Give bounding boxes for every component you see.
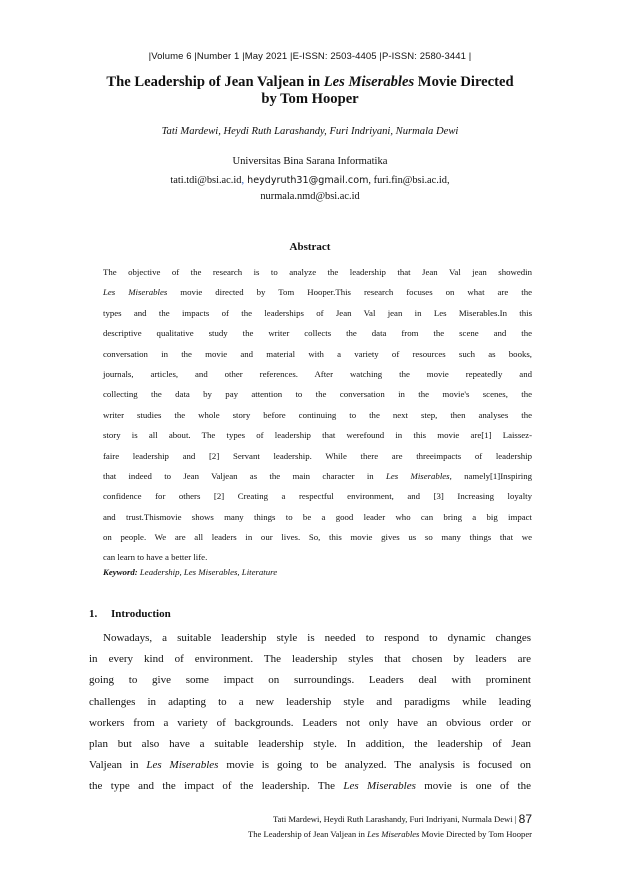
body-italic: Les Miserables bbox=[343, 780, 416, 793]
body-line: Nowadays, a suitable leadership style is needed to respond to dynamic changes bbox=[103, 632, 531, 644]
email-link[interactable]: nurmala.nmd@bsi.ac.id bbox=[260, 191, 360, 202]
author-list: Tati Mardewi, Heydi Ruth Larashandy, Furi Indriyani, Nurmala Dewi bbox=[161, 126, 459, 137]
keyword-label: Keyword: bbox=[103, 567, 138, 577]
abstract-line: confidence for others [2] Creating a respectful environment, and [3] Increasing loyalty bbox=[103, 491, 532, 502]
abstract-line: collecting the data by pay attention to the conversation in the movie's scenes, the bbox=[103, 389, 532, 400]
abstract-text: , namely[1]Inspiring bbox=[449, 470, 532, 481]
abstract-line: story is all about. The types of leadership that werefound in this movie are[1] Laissez- bbox=[103, 430, 532, 441]
abstract-text: that indeed to Jean Valjean as the main character in bbox=[103, 470, 386, 481]
introduction-body bbox=[89, 628, 531, 798]
body-line bbox=[89, 755, 531, 776]
title-text-2: Movie Directed bbox=[414, 74, 514, 90]
title-italic: Les Miserables bbox=[323, 74, 415, 90]
abstract-line: can learn to have a better life. bbox=[103, 552, 208, 563]
body-text: Valjean in bbox=[89, 759, 147, 772]
abstract-text: movie directed by Tom Hooper.This research focuses on what are the bbox=[167, 287, 532, 298]
abstract-italic: Les Miserables bbox=[385, 470, 450, 481]
paper-title bbox=[60, 74, 560, 108]
footer-title-2: Movie Directed by Tom Hooper bbox=[419, 829, 532, 839]
footer-title: The Leadership of Jean Valjean in bbox=[247, 829, 368, 839]
abstract-line bbox=[103, 466, 532, 486]
abstract-line bbox=[103, 282, 532, 302]
email-link[interactable]: tati.tdi@bsi.ac.id bbox=[170, 175, 242, 186]
body-italic: Les Miserables bbox=[146, 759, 219, 772]
body-line: going to give some impact on surroundings. Leaders deal with prominent bbox=[89, 674, 531, 687]
title-line-2: by Tom Hooper bbox=[261, 91, 359, 107]
abstract-line: faire leadership and [2] Servant leadership. While there are threeimpacts of leadership bbox=[103, 450, 532, 461]
body-line: workers from a variety of backgrounds. Leaders not only have an obvious order or bbox=[89, 716, 531, 729]
keyword-values: Leadership, Les Miserables, Literature bbox=[137, 567, 278, 577]
section-title: Introduction bbox=[111, 608, 171, 620]
abstract-body bbox=[103, 262, 532, 568]
abstract-line: conversation in the movie and material with a variety of resources such as books, bbox=[103, 348, 532, 359]
email-separator: , bbox=[241, 175, 245, 186]
keywords bbox=[103, 567, 277, 577]
body-line: challenges in adapting to a new leadership style and paradigms while leading bbox=[89, 695, 531, 708]
abstract-heading: Abstract bbox=[289, 241, 331, 253]
body-line bbox=[89, 776, 531, 797]
affiliation: Universitas Bina Sarana Informatika bbox=[232, 156, 388, 167]
abstract-line: and trust.Thismovie shows many things to be a good leader who can bring a big impact bbox=[103, 511, 532, 522]
abstract-line: descriptive qualitative study the writer collects the data from the scene and the bbox=[103, 328, 532, 339]
email-link[interactable]: heydyruth31@gmail.com bbox=[244, 175, 369, 186]
footer-title-italic: Les Miserables bbox=[367, 829, 420, 839]
abstract-line: journals, articles, and other references. After watching the movie repeatedly and bbox=[103, 368, 532, 379]
page-number: 87 bbox=[518, 812, 532, 826]
abstract-line: The objective of the research is to analyze the leadership that Jean Val jean showedin bbox=[103, 267, 532, 277]
footer-authors: Tati Mardewi, Heydi Ruth Larashandy, Furi Indriyani, Nurmala Dewi | bbox=[272, 814, 517, 824]
page-footer bbox=[248, 812, 532, 842]
body-line: in every kind of environment. The leadership styles that chosen by leaders are bbox=[89, 653, 531, 666]
section-heading-introduction bbox=[89, 608, 171, 620]
title-text: The Leadership of Jean Valjean in bbox=[106, 74, 324, 90]
journal-issue-line: |Volume 6 |Number 1 |May 2021 |E-ISSN: 2503-4405 |P-ISSN: 2580-3441 | bbox=[148, 51, 472, 62]
abstract-line: writer studies the whole story before continuing to the next step, then analyses the bbox=[103, 409, 532, 420]
body-text: movie is one of the bbox=[415, 780, 531, 793]
abstract-italic: Les Miserables bbox=[103, 287, 168, 298]
body-line: plan but also have a suitable leadership style. In addition, the leadership of Jean bbox=[89, 737, 531, 750]
section-number: 1. bbox=[89, 608, 98, 620]
abstract-line: on people. We are all leaders in our lives. So, this movie gives us so many things that we bbox=[103, 532, 532, 543]
email-list bbox=[0, 173, 620, 205]
body-text: movie is going to be analyzed. The analysis is focused on bbox=[218, 759, 531, 772]
abstract-line: types and the impacts of the leaderships of Jean Val jean in Les Miserables.In this bbox=[103, 307, 532, 318]
body-text: the type and the impact of the leadership. The bbox=[89, 780, 344, 793]
email-link[interactable]: , furi.fin@bsi.ac.id, bbox=[368, 175, 450, 186]
